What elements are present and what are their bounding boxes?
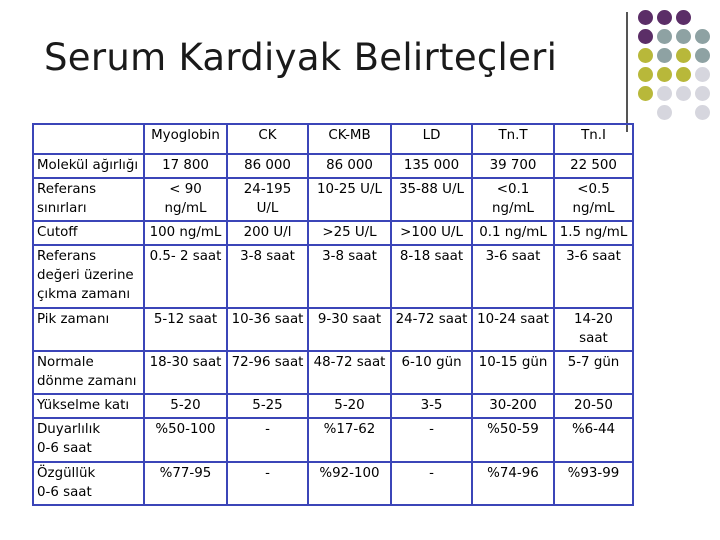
table-cell: 35-88 U/L <box>391 178 472 221</box>
table-cell: 3-5 <box>391 394 472 418</box>
table-cell: 39 700 <box>472 154 554 178</box>
table-cell: %17-62 <box>308 418 391 461</box>
table-cell: 18-30 saat <box>144 351 227 394</box>
table-cell: 5-20 <box>144 394 227 418</box>
table-cell: 3-6 saat <box>472 245 554 308</box>
row-label: Normale dönme zamanı <box>33 351 144 394</box>
table-cell: 5-25 <box>227 394 308 418</box>
table-cell: 14-20 saat <box>554 308 633 351</box>
table-cell: 8-18 saat <box>391 245 472 308</box>
table-cell: < 90 ng/mL <box>144 178 227 221</box>
decor-dot <box>657 29 672 44</box>
table-cell: <0.5 ng/mL <box>554 178 633 221</box>
table-cell: - <box>227 418 308 461</box>
table-cell: 22 500 <box>554 154 633 178</box>
table-cell: 20-50 <box>554 394 633 418</box>
table-cell: 10-15 gün <box>472 351 554 394</box>
table-cell: 3-8 saat <box>227 245 308 308</box>
table-cell: 5-7 gün <box>554 351 633 394</box>
table-row <box>33 154 633 178</box>
cardiac-markers-table <box>32 123 634 506</box>
table-cell: 86 000 <box>308 154 391 178</box>
row-label: Referans sınırları <box>33 178 144 221</box>
table-cell: >100 U/L <box>391 221 472 245</box>
decor-dot <box>638 10 653 25</box>
table-cell: 200 U/l <box>227 221 308 245</box>
table-cell: 135 000 <box>391 154 472 178</box>
column-header: Myoglobin <box>144 124 227 154</box>
table-cell: - <box>391 418 472 461</box>
table-cell: 86 000 <box>227 154 308 178</box>
table-cell: 3-6 saat <box>554 245 633 308</box>
table-cell: - <box>391 462 472 505</box>
decor-dot <box>657 105 672 120</box>
decor-dot <box>657 67 672 82</box>
column-header: LD <box>391 124 472 154</box>
table-row <box>33 245 633 308</box>
decor-dot <box>638 67 653 82</box>
table-cell: 0.5- 2 saat <box>144 245 227 308</box>
table-row <box>33 308 633 351</box>
decor-dot <box>676 48 691 63</box>
table-row <box>33 221 633 245</box>
row-label: Referans değeri üzerine çıkma zamanı <box>33 245 144 308</box>
table-row <box>33 462 633 505</box>
row-label: Pik zamanı <box>33 308 144 351</box>
table-cell: 1.5 ng/mL <box>554 221 633 245</box>
table-cell: 5-20 <box>308 394 391 418</box>
header-corner-cell <box>33 124 144 154</box>
table-cell: %6-44 <box>554 418 633 461</box>
decor-dot <box>657 48 672 63</box>
table-row <box>33 418 633 461</box>
table-cell: 48-72 saat <box>308 351 391 394</box>
decor-dot <box>676 86 691 101</box>
table-cell: 9-30 saat <box>308 308 391 351</box>
row-label: Molekül ağırlığı <box>33 154 144 178</box>
row-label: Cutoff <box>33 221 144 245</box>
table-cell: 10-25 U/L <box>308 178 391 221</box>
table-cell: %50-59 <box>472 418 554 461</box>
table-cell: %93-99 <box>554 462 633 505</box>
row-label: Yükselme katı <box>33 394 144 418</box>
column-header: CK-MB <box>308 124 391 154</box>
decor-dot <box>638 86 653 101</box>
column-header: Tn.T <box>472 124 554 154</box>
table-header-row <box>33 124 633 154</box>
table-cell: %77-95 <box>144 462 227 505</box>
table-cell: 100 ng/mL <box>144 221 227 245</box>
decor-dot <box>638 29 653 44</box>
decor-dot <box>657 86 672 101</box>
decor-dot <box>676 29 691 44</box>
table-cell: 0.1 ng/mL <box>472 221 554 245</box>
table-cell: 30-200 <box>472 394 554 418</box>
decor-dot <box>657 10 672 25</box>
table-cell: 10-24 saat <box>472 308 554 351</box>
decor-dot <box>676 10 691 25</box>
table-row <box>33 394 633 418</box>
table-cell: <0.1 ng/mL <box>472 178 554 221</box>
table-row <box>33 351 633 394</box>
table-cell: 6-10 gün <box>391 351 472 394</box>
decor-dot <box>695 105 710 120</box>
decor-dot <box>676 67 691 82</box>
column-header: CK <box>227 124 308 154</box>
decor-dot <box>695 29 710 44</box>
table-cell: 3-8 saat <box>308 245 391 308</box>
decor-dot <box>695 67 710 82</box>
decor-dot <box>695 48 710 63</box>
table-cell: 5-12 saat <box>144 308 227 351</box>
row-label: Duyarlılık 0-6 saat <box>33 418 144 461</box>
table-cell: %74-96 <box>472 462 554 505</box>
table-row <box>33 178 633 221</box>
row-label: Özgüllük 0-6 saat <box>33 462 144 505</box>
decor-dot <box>695 86 710 101</box>
column-header: Tn.I <box>554 124 633 154</box>
table-cell: 24-195 U/L <box>227 178 308 221</box>
table-cell: %50-100 <box>144 418 227 461</box>
decorative-dot-grid <box>638 10 711 121</box>
table-cell: - <box>227 462 308 505</box>
table-cell: 10-36 saat <box>227 308 308 351</box>
table-cell: 17 800 <box>144 154 227 178</box>
title-divider-line <box>626 12 628 132</box>
slide-title: Serum Kardiyak Belirteçleri <box>44 36 558 79</box>
table-cell: 72-96 saat <box>227 351 308 394</box>
table-cell: 24-72 saat <box>391 308 472 351</box>
table-cell: %92-100 <box>308 462 391 505</box>
table-cell: >25 U/L <box>308 221 391 245</box>
decor-dot <box>638 48 653 63</box>
